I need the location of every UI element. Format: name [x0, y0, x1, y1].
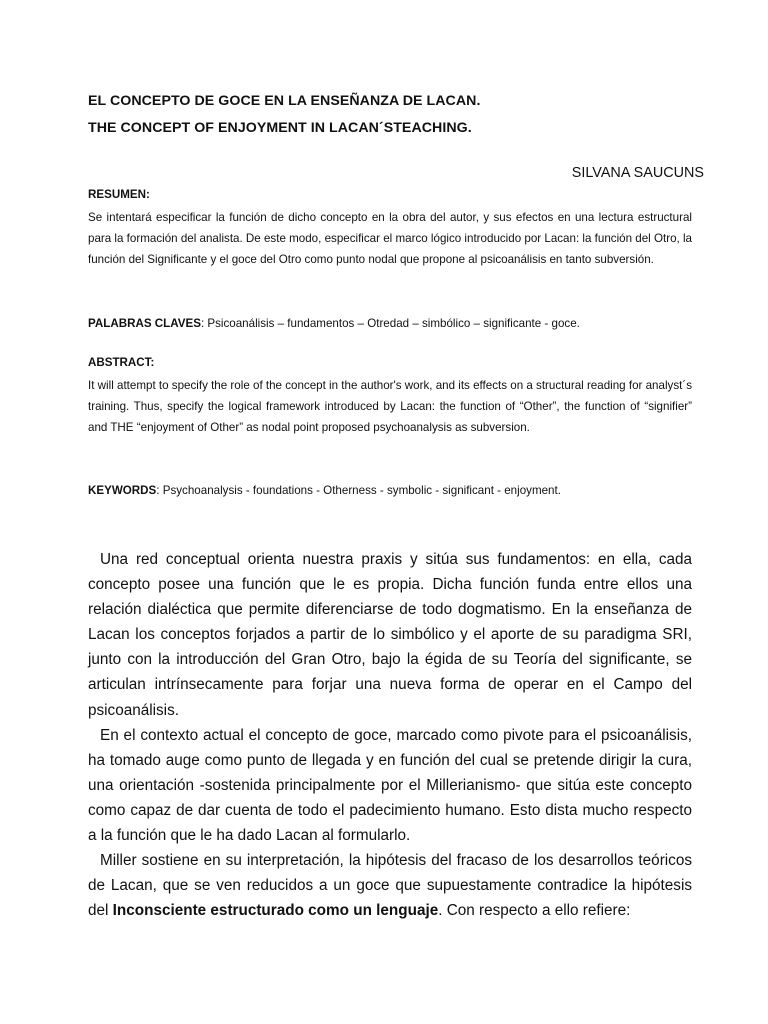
body-paragraph-3	[88, 848, 692, 923]
abstract-text: It will attempt to specify the role of the concept in the author's work, and its effects on a structural reading for analyst´s training. Thus, specify the logical framework introduced by Lacan: the function of “Other”, the function of “signifier” and THE “enjoyment of Other” as nodal point proposed psychoanalysis as subversion.	[88, 379, 692, 435]
palabras-claves-line	[88, 317, 580, 330]
body-paragraph-3-bold: Inconsciente estructurado como un lenguaje	[112, 902, 439, 920]
body-paragraph-3-end: . Con respecto a ello refiere:	[438, 902, 631, 920]
body-paragraph-3-start: Miller sostiene en su interpretación, la hipótesis del fracaso de los desarrollos teóricos de Lacan, que se ven reducidos a un goce que supuestamente contradice la hipótesis del	[88, 852, 692, 920]
palabras-claves-label: PALABRAS CLAVES	[88, 317, 201, 330]
title-english: THE CONCEPT OF ENJOYMENT IN LACAN´STEACHING.	[88, 120, 472, 136]
palabras-claves-text: : Psicoanálisis – fundamentos – Otredad – simbólico – significante - goce.	[200, 317, 580, 330]
body-text	[88, 547, 692, 923]
title-spanish: EL CONCEPTO DE GOCE EN LA ENSEÑANZA DE LACAN.	[88, 93, 481, 109]
body-paragraph-2: En el contexto actual el concepto de goce, marcado como pivote para el psicoanálisis, ha tomado auge como punto de llegada y en función del cual se pretende dirigir la cura, una orientación -sostenida principalmente por el Millerianismo- que sitúa este concepto como capaz de dar cuenta de todo el padecimiento humano. Esto dista mucho respecto a la función que le ha dado Lacan al formularlo.	[88, 726, 692, 845]
resumen-text: Se intentará especificar la función de dicho concepto en la obra del autor, y sus efectos en una lectura estructural para la formación del analista. De este modo, especificar el marco lógico introducido por Lacan: la función del Otro, la función del Significante y el goce del Otro como punto nodal que propone al psicoanálisis en tanto subversión.	[88, 211, 692, 267]
keywords-label: KEYWORDS	[88, 484, 157, 497]
body-paragraph-1: Una red conceptual orienta nuestra praxis y sitúa sus fundamentos: en ella, cada concepto posee una función que le es propia. Dicha función funda entre ellos una relación dialéctica que permite diferenciarse de todo dogmatismo. En la enseñanza de Lacan los conceptos forjados a partir de lo simbólico y el aporte de su paradigma SRI, junto con la introducción del Gran Otro, bajo la égida de su Teoría del significante, se articulan intrínsecamente para forjar una nueva forma de operar en el Campo del psicoanálisis.	[88, 551, 692, 719]
abstract-heading: ABSTRACT:	[88, 356, 155, 369]
keywords-line	[88, 484, 561, 497]
keywords-text: : Psychoanalysis - foundations - Otherness - symbolic - significant - enjoyment.	[156, 484, 561, 497]
resumen-heading: RESUMEN:	[88, 188, 150, 201]
author-name: SILVANA SAUCUNS	[571, 165, 704, 181]
